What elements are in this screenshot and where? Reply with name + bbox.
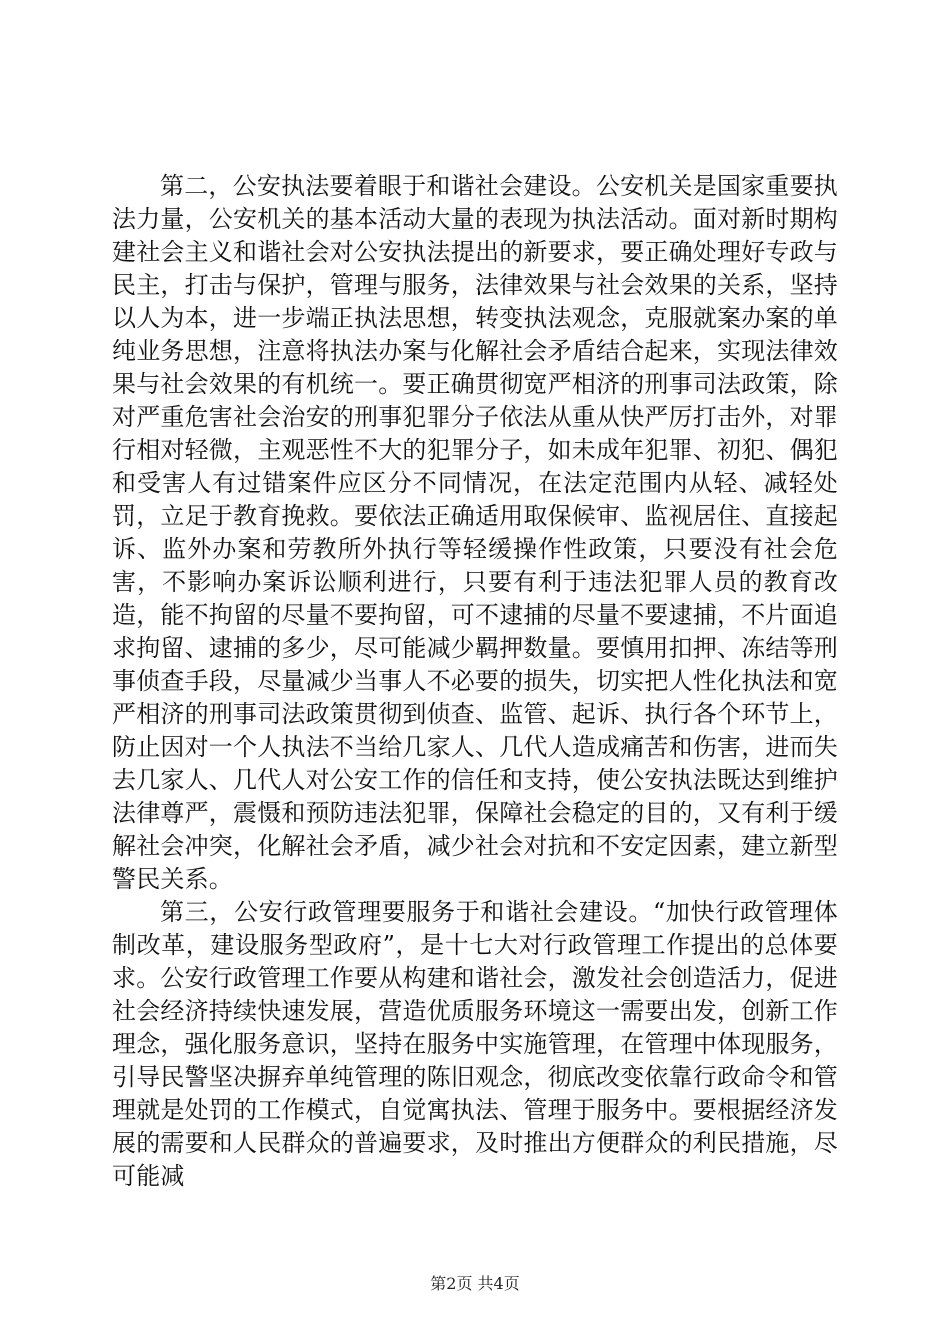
page-number-footer: 第2页 共4页: [430, 1274, 520, 1293]
paragraph-second-point: 第二，公安执法要着眼于和谐社会建设。公安机关是国家重要执法力量，公安机关的基本活动大量的表现为执法活动。面对新时期构建社会主义和谐社会对公安执法提出的新要求，要正确处理好专政与民主，打击与保护，管理与服务，法律效果与社会效果的关系，坚持以人为本，进一步端正执法思想，转变执法观念，克服就案办案的单纯业务思想，注意将执法办案与化解社会矛盾结合起来，实现法律效果与社会效果的有机统一。要正确贯彻宽严相济的刑事司法政策，除对严重危害社会治安的刑事犯罪分子依法从重从快严厉打击外，对罪行相对轻微，主观恶性不大的犯罪分子，如未成年犯罪、初犯、偶犯和受害人有过错案件应区分不同情况，在法定范围内从轻、减轻处罚，立足于教育挽救。要依法正确适用取保候审、监视居住、直接起诉、监外办案和劳教所外执行等轻缓操作性政策，只要没有社会危害，不影响办案诉讼顺利进行，只要有利于违法犯罪人员的教育改造，能不拘留的尽量不要拘留，可不逮捕的尽量不要逮捕，不片面追求拘留、逮捕的多少，尽可能减少羁押数量。要慎用扣押、冻结等刑事侦查手段，尽量减少当事人不必要的损失，切实把人性化执法和宽严相济的刑事司法政策贯彻到侦查、监管、起诉、执行各个环节上，防止因对一个人执法不当给几家人、几代人造成痛苦和伤害，进而失去几家人、几代人对公安工作的信任和支持，使公安执法既达到维护法律尊严，震慑和预防违法犯罪，保障社会稳定的目的，又有利于缓解社会冲突，化解社会矛盾，减少社会对抗和不安定因素，建立新型警民关系。: [112, 172, 838, 893]
paragraph-third-point: 第三，公安行政管理要服务于和谐社会建设。“加快行政管理体制改革，建设服务型政府”，是十七大对行政管理工作提出的总体要求。公安行政管理工作要从构建和谐社会，激发社会创造活力，促进社会经济持续快速发展，营造优质服务环境这一需要出发，创新工作理念，强化服务意识，坚持在服务中实施管理，在管理中体现服务，引导民警坚决摒弃单纯管理的陈旧观念，彻底改变依靠行政命令和管理就是处罚的工作模式，自觉寓执法、管理于服务中。要根据经济发展的需要和人民群众的普遍要求，及时推出方便群众的利民措施，尽可能减: [112, 898, 838, 1190]
document-body: [112, 170, 838, 1193]
